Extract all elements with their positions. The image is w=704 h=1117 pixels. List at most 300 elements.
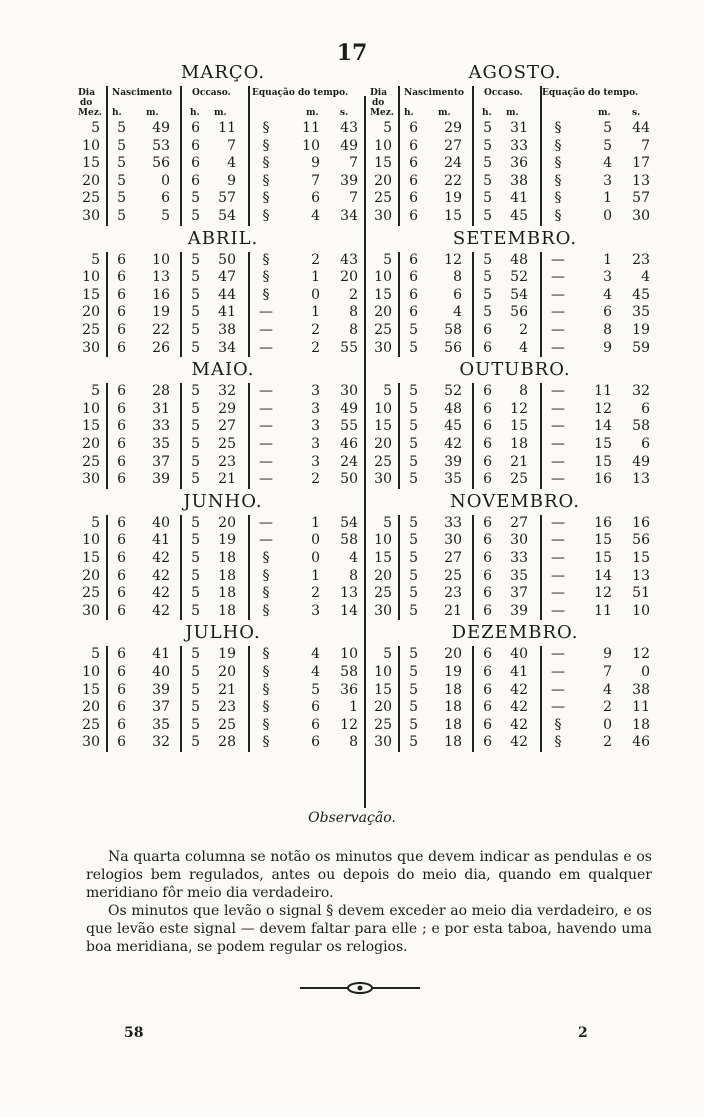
- rise-hour-cell: 6: [117, 400, 126, 417]
- set-hour-cell: 5: [191, 400, 200, 417]
- eq-second-cell: 20: [340, 269, 358, 286]
- eq-second-cell: 57: [632, 190, 650, 207]
- header-h: h.: [404, 108, 414, 118]
- set-hour-cell: 5: [483, 269, 492, 286]
- rise-hour-cell: 6: [409, 120, 418, 136]
- day-cell: 5: [91, 383, 100, 400]
- eq-second-cell: 8: [349, 321, 358, 338]
- rise-minute-cell: 22: [152, 321, 170, 338]
- rise-hour-cell: 5: [409, 418, 418, 435]
- table-row: [78, 322, 368, 340]
- sign-cell: —: [259, 321, 273, 338]
- set-minute-cell: 18: [218, 549, 236, 566]
- set-minute-cell: 23: [218, 453, 236, 470]
- eq-minute-cell: 0: [311, 286, 320, 303]
- eq-second-cell: 19: [632, 321, 650, 338]
- eq-minute-cell: 5: [311, 681, 320, 698]
- rise-minute-cell: 42: [152, 602, 170, 619]
- day-cell: 30: [82, 471, 100, 488]
- eq-minute-cell: 3: [311, 400, 320, 417]
- set-hour-cell: 6: [483, 646, 492, 663]
- day-cell: 30: [374, 339, 392, 356]
- set-hour-cell: 5: [483, 137, 492, 154]
- rise-minute-cell: 20: [444, 646, 462, 663]
- eq-minute-cell: 2: [311, 585, 320, 602]
- day-cell: 5: [91, 646, 100, 663]
- rise-hour-cell: 5: [409, 471, 418, 488]
- sign-cell: —: [551, 453, 565, 470]
- day-cell: 25: [374, 716, 392, 733]
- eq-minute-cell: 14: [594, 418, 612, 435]
- sign-cell: —: [259, 339, 273, 356]
- table-row: [370, 155, 660, 173]
- table-row: [78, 138, 368, 156]
- sign-cell: —: [551, 663, 565, 680]
- eq-second-cell: 58: [340, 532, 358, 549]
- rise-hour-cell: 6: [409, 137, 418, 154]
- sign-cell: §: [262, 207, 270, 224]
- set-minute-cell: 48: [510, 251, 528, 268]
- rise-hour-cell: 5: [117, 172, 126, 189]
- sign-cell: §: [262, 172, 270, 189]
- eq-minute-cell: 15: [594, 435, 612, 452]
- eq-second-cell: 58: [340, 663, 358, 680]
- header-equacao: Equação do tempo.: [542, 88, 639, 98]
- rise-minute-cell: 18: [444, 681, 462, 698]
- set-minute-cell: 45: [510, 207, 528, 224]
- sign-cell: —: [551, 383, 565, 400]
- table-row: [370, 734, 660, 752]
- set-minute-cell: 7: [227, 137, 236, 154]
- rise-hour-cell: 5: [409, 383, 418, 400]
- set-minute-cell: 20: [218, 663, 236, 680]
- table-row: [78, 252, 368, 270]
- header-mez: Mez.: [370, 108, 394, 118]
- rise-minute-cell: 37: [152, 699, 170, 716]
- rise-minute-cell: 42: [152, 549, 170, 566]
- set-minute-cell: 25: [510, 471, 528, 488]
- sign-cell: §: [262, 120, 270, 136]
- month-title: ABRIL.: [187, 227, 259, 249]
- rise-hour-cell: 6: [117, 321, 126, 338]
- table-row: [78, 471, 368, 489]
- rise-minute-cell: 4: [453, 304, 462, 321]
- month-title: JUNHO.: [183, 490, 263, 512]
- sign-cell: §: [554, 207, 562, 224]
- sign-cell: §: [262, 646, 270, 663]
- month-block: [78, 252, 368, 358]
- eq-second-cell: 17: [632, 155, 650, 172]
- rise-hour-cell: 5: [117, 137, 126, 154]
- day-cell: 30: [374, 602, 392, 619]
- set-hour-cell: 6: [191, 120, 200, 136]
- rise-hour-cell: 6: [117, 699, 126, 716]
- rise-minute-cell: 39: [444, 453, 462, 470]
- month-block: [370, 515, 660, 621]
- set-hour-cell: 5: [191, 716, 200, 733]
- rise-minute-cell: 42: [152, 585, 170, 602]
- rise-hour-cell: 6: [409, 155, 418, 172]
- table-row: [370, 138, 660, 156]
- observation-paragraph: Os minutos que levão o signal § devem exceder ao meio dia verdadeiro, e os que levão este signal — devem faltar para elle ; e por esta taboa, havendo uma boa meridiana, se podem regular os relogios.: [86, 903, 652, 955]
- eq-second-cell: 55: [340, 339, 358, 356]
- set-hour-cell: 6: [483, 602, 492, 619]
- rise-hour-cell: 6: [117, 716, 126, 733]
- table-rule: [540, 120, 542, 226]
- eq-second-cell: 24: [340, 453, 358, 470]
- table-rule: [472, 120, 474, 226]
- set-hour-cell: 6: [483, 514, 492, 531]
- eq-minute-cell: 11: [302, 120, 320, 136]
- set-hour-cell: 5: [191, 663, 200, 680]
- rise-hour-cell: 5: [409, 681, 418, 698]
- set-minute-cell: 41: [510, 190, 528, 207]
- eq-second-cell: 30: [340, 383, 358, 400]
- set-hour-cell: 5: [191, 286, 200, 303]
- rise-hour-cell: 6: [117, 269, 126, 286]
- eq-minute-cell: 6: [311, 190, 320, 207]
- eq-second-cell: 10: [340, 646, 358, 663]
- table-rule: [540, 252, 542, 358]
- header-do: do: [80, 98, 93, 108]
- rise-minute-cell: 19: [152, 304, 170, 321]
- rise-hour-cell: 6: [117, 304, 126, 321]
- eq-minute-cell: 7: [311, 172, 320, 189]
- sign-cell: —: [551, 269, 565, 286]
- eq-second-cell: 2: [349, 286, 358, 303]
- sign-cell: —: [551, 585, 565, 602]
- set-minute-cell: 41: [510, 663, 528, 680]
- eq-minute-cell: 3: [311, 435, 320, 452]
- set-hour-cell: 6: [483, 532, 492, 549]
- set-minute-cell: 38: [218, 321, 236, 338]
- table-rule: [180, 252, 182, 358]
- set-hour-cell: 5: [191, 514, 200, 531]
- table-rule: [398, 515, 400, 621]
- set-hour-cell: 6: [483, 549, 492, 566]
- sign-cell: —: [551, 602, 565, 619]
- eq-second-cell: 50: [340, 471, 358, 488]
- set-hour-cell: 5: [191, 251, 200, 268]
- sign-cell: —: [551, 286, 565, 303]
- eq-minute-cell: 10: [302, 137, 320, 154]
- eq-minute-cell: 6: [311, 734, 320, 751]
- table-row: [78, 155, 368, 173]
- table-row: [370, 269, 660, 287]
- month-title: JULHO.: [185, 622, 261, 644]
- eq-second-cell: 35: [632, 304, 650, 321]
- header-mez: Mez.: [78, 108, 102, 118]
- day-cell: 15: [374, 681, 392, 698]
- table-rule: [106, 120, 108, 226]
- table-row: [78, 190, 368, 208]
- month-title: DEZEMBRO.: [451, 622, 579, 644]
- table-rule: [472, 252, 474, 358]
- rise-minute-cell: 37: [152, 453, 170, 470]
- eq-second-cell: 14: [340, 602, 358, 619]
- table-row: [370, 515, 660, 533]
- table-row: [78, 532, 368, 550]
- set-minute-cell: 40: [510, 646, 528, 663]
- header-m: m.: [214, 108, 227, 118]
- day-cell: 5: [383, 514, 392, 531]
- sign-cell: §: [554, 120, 562, 136]
- sign-cell: —: [551, 339, 565, 356]
- rise-hour-cell: 6: [409, 172, 418, 189]
- day-cell: 25: [374, 453, 392, 470]
- set-hour-cell: 6: [191, 172, 200, 189]
- eq-minute-cell: 1: [311, 304, 320, 321]
- sign-cell: —: [259, 453, 273, 470]
- table-rule: [180, 646, 182, 752]
- table-row: [78, 734, 368, 752]
- rise-hour-cell: 5: [117, 207, 126, 224]
- rise-hour-cell: 5: [409, 585, 418, 602]
- set-minute-cell: 2: [519, 321, 528, 338]
- set-minute-cell: 38: [510, 172, 528, 189]
- eq-second-cell: 7: [641, 137, 650, 154]
- sign-cell: §: [262, 549, 270, 566]
- day-cell: 30: [82, 339, 100, 356]
- set-hour-cell: 6: [483, 585, 492, 602]
- day-cell: 10: [82, 400, 100, 417]
- set-hour-cell: 5: [191, 321, 200, 338]
- rise-minute-cell: 58: [444, 321, 462, 338]
- day-cell: 5: [383, 251, 392, 268]
- rise-minute-cell: 23: [444, 585, 462, 602]
- rise-minute-cell: 52: [444, 383, 462, 400]
- set-minute-cell: 18: [510, 435, 528, 452]
- rise-hour-cell: 6: [117, 435, 126, 452]
- rise-minute-cell: 56: [444, 339, 462, 356]
- table-row: [78, 418, 368, 436]
- day-cell: 20: [82, 699, 100, 716]
- rise-minute-cell: 39: [152, 471, 170, 488]
- table-row: [78, 436, 368, 454]
- table-rule: [248, 120, 250, 226]
- eq-minute-cell: 0: [311, 532, 320, 549]
- header-nascimento: Nascimento: [404, 88, 464, 98]
- rise-minute-cell: 45: [444, 418, 462, 435]
- day-cell: 10: [82, 269, 100, 286]
- set-minute-cell: 11: [218, 120, 236, 136]
- set-minute-cell: 42: [510, 699, 528, 716]
- table-rule: [472, 515, 474, 621]
- rise-hour-cell: 6: [117, 567, 126, 584]
- eq-second-cell: 12: [632, 646, 650, 663]
- set-minute-cell: 47: [218, 269, 236, 286]
- table-row: [78, 173, 368, 191]
- day-cell: 25: [82, 190, 100, 207]
- eq-minute-cell: 3: [603, 269, 612, 286]
- table-row: [370, 173, 660, 191]
- table-row: [78, 304, 368, 322]
- header-eq-s: s.: [340, 108, 349, 118]
- day-cell: 20: [374, 304, 392, 321]
- sign-cell: —: [259, 383, 273, 400]
- table-rule: [248, 252, 250, 358]
- eq-second-cell: 36: [340, 681, 358, 698]
- table-row: [370, 322, 660, 340]
- rise-minute-cell: 5: [161, 207, 170, 224]
- header-m: m.: [438, 108, 451, 118]
- rise-minute-cell: 21: [444, 602, 462, 619]
- rise-hour-cell: 6: [409, 269, 418, 286]
- day-cell: 5: [91, 120, 100, 136]
- eq-minute-cell: 4: [311, 663, 320, 680]
- eq-minute-cell: 1: [311, 514, 320, 531]
- eq-second-cell: 15: [632, 549, 650, 566]
- eq-minute-cell: 2: [311, 251, 320, 268]
- set-hour-cell: 6: [483, 453, 492, 470]
- eq-second-cell: 0: [641, 663, 650, 680]
- table-row: [370, 454, 660, 472]
- set-minute-cell: 4: [519, 339, 528, 356]
- eq-minute-cell: 9: [603, 646, 612, 663]
- header-h: h.: [190, 108, 200, 118]
- day-cell: 5: [91, 251, 100, 268]
- rise-minute-cell: 41: [152, 532, 170, 549]
- rise-minute-cell: 24: [444, 155, 462, 172]
- rise-minute-cell: 48: [444, 400, 462, 417]
- rise-minute-cell: 25: [444, 567, 462, 584]
- rise-hour-cell: 5: [117, 120, 126, 136]
- sign-cell: §: [554, 716, 562, 733]
- table-rule: [180, 383, 182, 489]
- eq-minute-cell: 4: [311, 646, 320, 663]
- set-hour-cell: 6: [191, 137, 200, 154]
- day-cell: 20: [82, 304, 100, 321]
- day-cell: 15: [374, 155, 392, 172]
- rise-hour-cell: 5: [409, 716, 418, 733]
- eq-minute-cell: 11: [594, 383, 612, 400]
- eq-minute-cell: 2: [603, 734, 612, 751]
- rise-hour-cell: 5: [409, 646, 418, 663]
- set-minute-cell: 54: [218, 207, 236, 224]
- table-rule: [398, 120, 400, 226]
- eq-second-cell: 18: [632, 716, 650, 733]
- rise-minute-cell: 12: [444, 251, 462, 268]
- set-minute-cell: 44: [218, 286, 236, 303]
- rise-minute-cell: 35: [152, 716, 170, 733]
- day-cell: 15: [374, 549, 392, 566]
- table-row: [370, 252, 660, 270]
- day-cell: 15: [374, 286, 392, 303]
- set-hour-cell: 5: [483, 120, 492, 136]
- table-row: [370, 568, 660, 586]
- sign-cell: —: [551, 418, 565, 435]
- sign-cell: —: [551, 699, 565, 716]
- table-row: [370, 699, 660, 717]
- set-minute-cell: 27: [510, 514, 528, 531]
- header-do: do: [372, 98, 385, 108]
- eq-minute-cell: 14: [594, 567, 612, 584]
- day-cell: 20: [82, 435, 100, 452]
- set-minute-cell: 12: [510, 400, 528, 417]
- sign-cell: §: [262, 155, 270, 172]
- rise-minute-cell: 27: [444, 137, 462, 154]
- rise-hour-cell: 6: [117, 681, 126, 698]
- set-hour-cell: 5: [191, 190, 200, 207]
- set-hour-cell: 5: [483, 172, 492, 189]
- day-cell: 15: [374, 418, 392, 435]
- sign-cell: —: [551, 646, 565, 663]
- eq-second-cell: 10: [632, 602, 650, 619]
- set-hour-cell: 5: [191, 532, 200, 549]
- rise-minute-cell: 16: [152, 286, 170, 303]
- eq-second-cell: 30: [632, 207, 650, 224]
- set-minute-cell: 18: [218, 567, 236, 584]
- sign-cell: —: [551, 471, 565, 488]
- eq-minute-cell: 3: [603, 172, 612, 189]
- set-minute-cell: 33: [510, 549, 528, 566]
- rise-hour-cell: 5: [409, 602, 418, 619]
- eq-minute-cell: 2: [311, 321, 320, 338]
- eq-second-cell: 44: [632, 120, 650, 136]
- table-row: [78, 269, 368, 287]
- set-minute-cell: 50: [218, 251, 236, 268]
- table-rule: [248, 383, 250, 489]
- sign-cell: —: [551, 400, 565, 417]
- day-cell: 10: [374, 400, 392, 417]
- eq-second-cell: 13: [632, 172, 650, 189]
- rise-hour-cell: 5: [117, 155, 126, 172]
- rise-minute-cell: 35: [444, 471, 462, 488]
- table-rule: [180, 120, 182, 226]
- eq-second-cell: 11: [632, 699, 650, 716]
- rise-hour-cell: 6: [117, 418, 126, 435]
- day-cell: 25: [374, 321, 392, 338]
- eq-minute-cell: 1: [311, 269, 320, 286]
- header-dia: Dia: [370, 88, 388, 98]
- month-block: [78, 383, 368, 489]
- eq-second-cell: 13: [632, 471, 650, 488]
- table-rule: [398, 252, 400, 358]
- observation-title: Observação.: [308, 810, 396, 826]
- table-row: [370, 340, 660, 358]
- day-cell: 10: [374, 663, 392, 680]
- rise-hour-cell: 6: [117, 339, 126, 356]
- set-minute-cell: 21: [218, 471, 236, 488]
- table-row: [78, 340, 368, 358]
- rise-minute-cell: 27: [444, 549, 462, 566]
- eq-minute-cell: 1: [311, 567, 320, 584]
- set-hour-cell: 5: [483, 251, 492, 268]
- table-row: [370, 717, 660, 735]
- month-title: NOVEMBRO.: [450, 490, 580, 512]
- set-minute-cell: 23: [218, 699, 236, 716]
- sign-cell: §: [554, 190, 562, 207]
- month-title: SETEMBRO.: [452, 227, 578, 249]
- rise-hour-cell: 6: [117, 549, 126, 566]
- day-cell: 10: [82, 663, 100, 680]
- eq-minute-cell: 3: [311, 453, 320, 470]
- eq-minute-cell: 4: [603, 681, 612, 698]
- month-title: MARÇO.: [180, 62, 266, 83]
- rise-minute-cell: 49: [152, 120, 170, 136]
- table-row: [78, 550, 368, 568]
- table-row: [78, 454, 368, 472]
- set-minute-cell: 9: [227, 172, 236, 189]
- eq-second-cell: 39: [340, 172, 358, 189]
- table-header: [370, 86, 660, 120]
- set-minute-cell: 18: [218, 585, 236, 602]
- table-row: [370, 383, 660, 401]
- table-row: [78, 585, 368, 603]
- eq-second-cell: 43: [340, 120, 358, 136]
- eq-second-cell: 8: [349, 567, 358, 584]
- eq-minute-cell: 3: [311, 602, 320, 619]
